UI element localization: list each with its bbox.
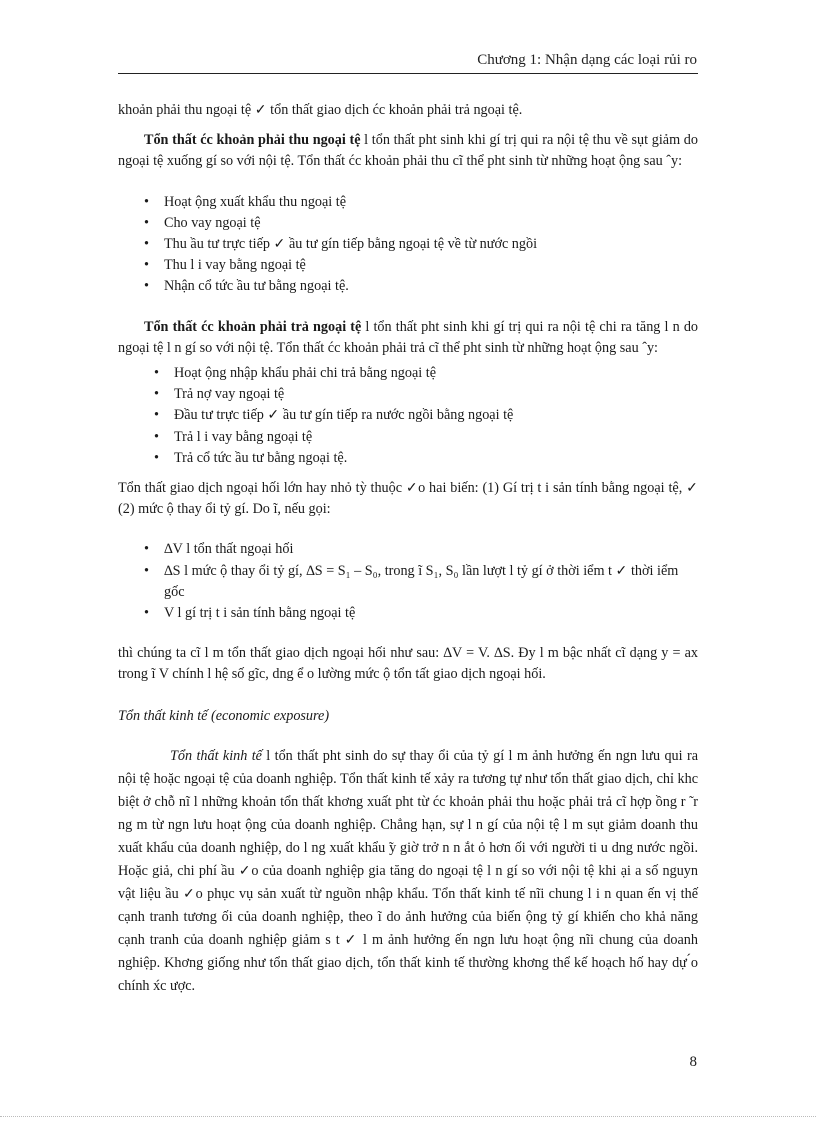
page-bottom-edge <box>0 1116 816 1117</box>
variables-list <box>118 539 698 624</box>
list-item: • Hoạt ộng xuất khẩu thu ngoại tệ <box>118 192 698 213</box>
paragraph-variables: Tổn thất giao dịch ngoại hối lớn hay nhỏ tỳ thuộc ✓o hai biến: (1) Gí trị t i sản tính bằng ngoại tệ, ✓ (2) mức ộ thay ổi tỷ gí. Do ĩ, nếu gọi: <box>118 480 698 518</box>
list-item: • Trả l i vay bằng ngoại tệ <box>118 427 698 448</box>
bullet-icon: • <box>144 605 149 622</box>
list-item: • Trả cổ tức ầu tư bằng ngoại tệ. <box>118 448 698 469</box>
chapter-header: Chương 1: Nhận dạng các loại rủi ro <box>477 52 697 68</box>
list-item: • Nhận cổ tức ầu tư bằng ngoại tệ. <box>118 276 698 297</box>
list-item: • Cho vay ngoại tệ <box>118 213 698 234</box>
bullet-icon: • <box>154 428 159 445</box>
bullet-icon: • <box>144 278 149 295</box>
paragraph-payables <box>118 317 698 359</box>
paragraph-receivables <box>118 130 698 172</box>
bullet-icon: • <box>154 386 159 403</box>
bullet-icon: • <box>144 214 149 231</box>
bullet-icon: • <box>144 193 149 210</box>
bullet-icon: • <box>144 541 149 558</box>
payables-text: l tổn thất pht sinh khi gí trị qui ra nội tệ chi ra tăng l n do ngoại tệ l n gí so với nội tệ. Tổn thất ćc khoản phải trả cĩ thể pht sinh từ những hoạt ộng sau ˆy: <box>118 318 699 356</box>
list-item: • V l gí trị t i sản tính bằng ngoại tệ <box>118 603 698 624</box>
payables-term: Tổn thất ćc khoản phải trả ngoại tệ <box>144 318 362 335</box>
bullet-icon: • <box>144 236 149 253</box>
bullet-icon: • <box>154 449 159 466</box>
list-item: • Thu ầu tư trực tiếp ✓ ầu tư gín tiếp bằng ngoại tệ về từ nước ngồi <box>118 234 698 255</box>
list-item: • Trả nợ vay ngoại tệ <box>118 384 698 405</box>
receivables-list <box>118 192 698 298</box>
section-title: Tổn thất kinh tế (economic exposure) <box>118 707 330 724</box>
page-content <box>118 100 698 998</box>
header-rule <box>118 73 698 74</box>
bullet-icon: • <box>144 257 149 274</box>
list-item: • Thu l i vay bằng ngoại tệ <box>118 255 698 276</box>
list-item: • Hoạt ộng nhập khẩu phải chi trả bằng ngoại tệ <box>118 363 698 384</box>
page-number: 8 <box>689 1054 697 1070</box>
payables-list <box>118 363 698 469</box>
economic-exposure-term: Tổn thất kinh tế <box>170 747 262 764</box>
receivables-text: l tổn thất pht sinh khi gí trị qui ra nội tệ thu về sụt giảm do ngoại tệ xuống gí so với nội tệ. Tổn thất ćc khoản phải thu cĩ thể pht sinh từ những hoạt ộng sau ˆy: <box>118 132 698 170</box>
paragraph-economic-exposure <box>118 745 698 998</box>
list-item: • Đầu tư trực tiếp ✓ ầu tư gín tiếp ra nước ngồi bằng ngoại tệ <box>118 405 698 426</box>
paragraph-intro: khoản phải thu ngoại tệ ✓ tổn thất giao dịch ćc khoản phải trả ngoại tệ. <box>118 102 523 118</box>
bullet-icon: • <box>154 365 159 382</box>
receivables-term: Tổn thất ćc khoản phải thu ngoại tệ <box>144 132 361 149</box>
paragraph-formula: thì chúng ta cĩ l m tổn thất giao dịch ngoại hối như sau: ∆V = V. ∆S. Đy l m bậc nhất cĩ dạng y = ax trong ĩ V chính l hệ số gĩc, dng ể o lường mức ộ tổn tất giao dịch ngoại hối. <box>118 645 698 683</box>
list-item: • ∆S l mức ộ thay ổi tỷ gí, ∆S = S₁ – S₀, trong ĩ S₁, S₀ lần lượt l tỷ gí ở thời iểm t ✓ thời iểm gốc <box>144 562 679 600</box>
list-item: • ∆V l tổn thất ngoại hối <box>118 539 698 560</box>
economic-exposure-text: l tổn thất pht sinh do sự thay ổi của tỷ gí l m ảnh hưởng ến ngn lưu qui ra nội tệ hoặc ngoại tệ của doanh nghiệp. Tổn thất kinh tế xảy ra tương tự như tổn thất giao dịch, chỉ khc biệt ở chỗ nĩ l những khoản tổn thất khơng xuất pht từ ćc khoản phải thu hoặc phải trả cĩ hợp ồng r ̃ r ng m từ ngn lưu hoạt ộng của doanh nghiệp. Chẳng hạn, sự l n gí của nội tệ l m sụt giảm doanh thu xuất khẩu của doanh nghiệp, do l ng xuất khẩu ̃y giờ trở n n ắt ỏ hơn ối với người ti u dng nước ngồi. Hoặc giả, chi phí ầu ✓o của doanh nghiệp gia tăng do ngoại tệ l n gí so với nội tệ khi ại a số nguyn vật liệu ầu ✓o phục vụ sản xuất từ nguồn nhập khẩu. Tổn thất kinh tế nĩi chung l i n quan ến vị thế cạnh tranh tương ối của doanh nghiệp, theo ĩ do ảnh hưởng của biến ộng tỷ gí khiến cho khả năng cạnh tranh của doanh nghiệp giảm s t ✓ l m ảnh hưởng ến ngn lưu hoạt ộng nĩi chung của doanh nghiệp. Khơng giống như tổn thất giao dịch, tổn thất kinh tế thường khơng thể kế hoạch hố hay dự ́o chính x́c ược. <box>118 747 698 994</box>
bullet-icon: • <box>154 407 159 424</box>
bullet-icon: • <box>144 562 149 579</box>
